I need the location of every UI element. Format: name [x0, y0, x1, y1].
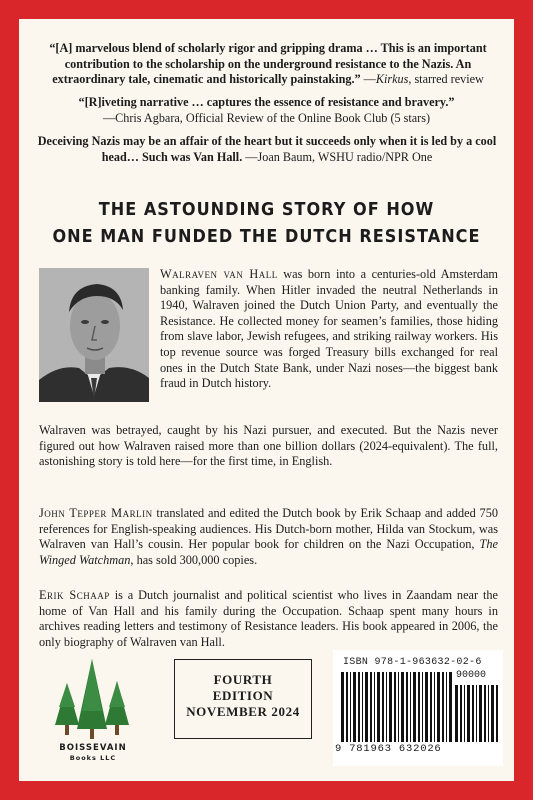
- isbn-label: ISBN 978-1-963632-02-6: [343, 657, 482, 668]
- marlin-name: John Tepper Marlin: [39, 506, 153, 520]
- portrait-illustration: [39, 268, 149, 402]
- npr-quote: Deceiving Nazis may be an affair of the heart but it succeeds only when it is led by a cool head… Such was Van Hall. —Joan Baum, WSHU radio/NPR One: [37, 134, 497, 164]
- headline-line-1: THE ASTOUNDING STORY OF HOW: [98, 200, 435, 220]
- publisher-name: BOISSEVAIN: [59, 743, 127, 753]
- author-portrait: [39, 268, 149, 402]
- online-book-club-quote: “[R]iveting narrative … captures the essence of resistance and bravery.” —Chris Agbara, Official Review of the Online Book Club (5 stars): [78, 95, 455, 125]
- winged-watchman-title: The Winged Watchman: [39, 537, 498, 567]
- kirkus-quote: “[A] marvelous blend of scholarly rigor and gripping drama … This is an important contribution to the scholarship on the underground resistance to the Nazis. An extraordinary tale, cinematic and historically painstaking.” —Kirkus, starred review: [49, 41, 487, 86]
- schaap-name: Erik Schaap: [39, 588, 110, 602]
- marlin-bio: John Tepper Marlin translated and edited the Dutch book by Erik Schaap and added 750 references for English-speaking audiences. His Dutch-born mother, Hilda van Stockum, was Walraven van Hall’s cousin. Her popular book for children on the Nazi Occupation, The Winged Watchman, has sold 300,000 copies.: [39, 506, 498, 567]
- barcode-bars: [341, 672, 453, 742]
- van-hall-bio-bottom: Walraven was betrayed, caught by his Nazi pursuer, and executed. But the Nazis never figured out how Walraven raised more than one billion dollars (2024-equivalent). The full, astonishing story is told here—for the first time, in English.: [39, 423, 498, 469]
- price-code: 90000: [456, 670, 487, 681]
- publisher-tree-logo: [53, 655, 131, 751]
- publisher-sub: Books LLC: [69, 754, 117, 762]
- edition-box: FOURTH EDITION NOVEMBER 2024: [174, 659, 312, 739]
- back-cover: [19, 19, 514, 781]
- van-hall-bio-top: Walraven van Hall was born into a centuries-old Amsterdam banking family. When Hitler invaded the neutral Netherlands in 1940, Walraven joined the Dutch Union Party, and eventually the Resistance. He collected money for seamen’s families, those hiding from slave labor, Jewish refugees, and striking railway workers. His top revenue source was forged Treasury bills exchanged for real ones in the Dutch State Bank, under Nazi noses—the biggest bank fraud in Dutch history.: [160, 267, 498, 391]
- schaap-bio: Erik Schaap is a Dutch journalist and political scientist who lives in Zaandam near the home of Van Hall and his family during the Occupation. Schaap spent many hours in archives reading letters and testimony of Resistance leaders. His book appeared in 2006, the only biography of Walraven van Hall.: [39, 588, 499, 649]
- van-hall-name: Walraven van Hall: [160, 267, 278, 281]
- price-barcode-bars: [455, 685, 499, 742]
- headline-line-2: ONE MAN FUNDED THE DUTCH RESISTANCE: [52, 227, 481, 247]
- barcode-digits: 9 781963 632026: [335, 743, 442, 755]
